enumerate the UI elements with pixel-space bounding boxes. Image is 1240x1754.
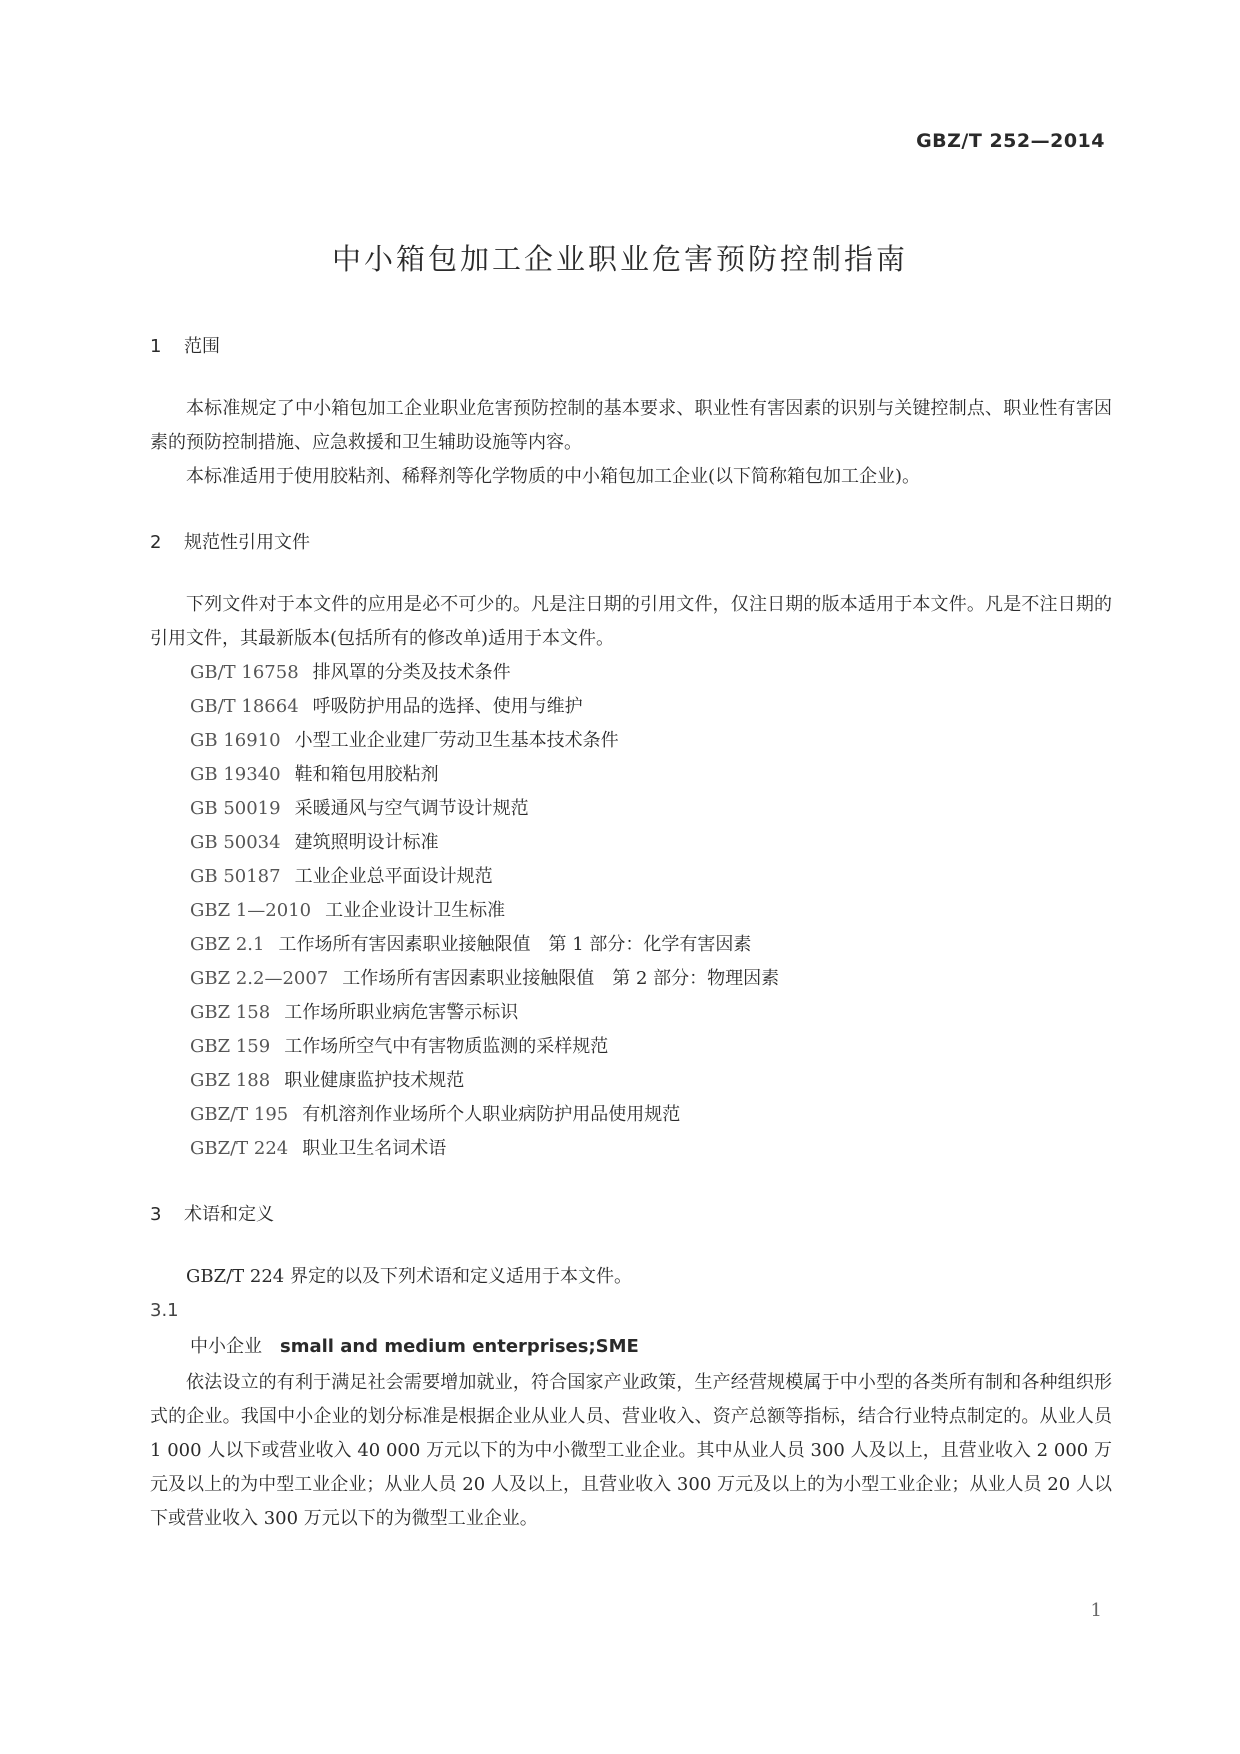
reference-item	[150, 962, 1112, 996]
document-title: 中小箱包加工企业职业危害预防控制指南	[331, 242, 908, 276]
reference-title: 有机溶剂作业场所个人职业病防护用品使用规范	[302, 1104, 681, 1125]
term-definition: 依法设立的有利于满足社会需要增加就业，符合国家产业政策，生产经营规模属于中小型的各类所有制和各种组织形式的企业。我国中小企业的划分标准是根据企业从业人员、营业收入、资产总额等指标，结合行业特点制定的。从业人员 1 000 人以下或营业收入 40 000 万元以下的为中小微型工业企业。其中从业人员 300 人及以上，且营业收入 2 000 万元及以上的为中型工业企业；从业人员 20 人及以上，且营业收入 300 万元及以上的为小型工业企业；从业人员 20 人以下或营业收入 300 万元以下的为微型工业企业。	[150, 1372, 1112, 1529]
reference-item	[150, 792, 1112, 826]
reference-code: GBZ 1—2010	[190, 900, 312, 921]
section-title: 术语和定义	[184, 1204, 274, 1225]
reference-item	[150, 996, 1112, 1030]
reference-title: 职业健康监护技术规范	[284, 1070, 465, 1091]
reference-code: GBZ/T 224	[190, 1138, 289, 1159]
reference-item	[150, 826, 1112, 860]
reference-code: GBZ 158	[190, 1002, 271, 1023]
reference-code: GB/T 16758	[190, 662, 299, 683]
standard-code: GBZ/T 252—2014	[916, 130, 1105, 152]
reference-list	[150, 656, 1112, 1166]
section-number: 1	[150, 336, 162, 357]
reference-title: 鞋和箱包用胶粘剂	[294, 764, 439, 785]
reference-code: GB 16910	[190, 730, 281, 751]
references-intro: 下列文件对于本文件的应用是必不可少的。凡是注日期的引用文件，仅注日期的版本适用于本文件。凡是不注日期的引用文件，其最新版本(包括所有的修改单)适用于本文件。	[150, 594, 1112, 649]
reference-item	[150, 860, 1112, 894]
terms-intro: GBZ/T 224 界定的以及下列术语和定义适用于本文件。	[186, 1266, 632, 1287]
reference-item	[150, 894, 1112, 928]
reference-item	[150, 758, 1112, 792]
reference-title: 小型工业企业建厂劳动卫生基本技术条件	[294, 730, 619, 751]
reference-item	[150, 1064, 1112, 1098]
reference-code: GBZ/T 195	[190, 1104, 289, 1125]
reference-code: GB 50034	[190, 832, 281, 853]
reference-code: GB 19340	[190, 764, 281, 785]
reference-code: GB 50187	[190, 866, 281, 887]
reference-title: 工业企业总平面设计规范	[294, 866, 493, 887]
reference-code: GBZ 159	[190, 1036, 271, 1057]
reference-item	[150, 724, 1112, 758]
reference-item	[150, 928, 1112, 962]
reference-item	[150, 1030, 1112, 1064]
term-chinese: 中小企业	[190, 1336, 262, 1357]
reference-code: GBZ 2.2—2007	[190, 968, 329, 989]
reference-code: GBZ 188	[190, 1070, 271, 1091]
reference-title: 工作场所空气中有害物质监测的采样规范	[284, 1036, 609, 1057]
section-title: 范围	[184, 336, 220, 357]
section-heading-terms-definitions	[150, 1198, 1112, 1232]
section-number: 3	[150, 1204, 162, 1225]
term-english: small and medium enterprises;SME	[280, 1336, 639, 1357]
reference-title: 建筑照明设计标准	[294, 832, 439, 853]
reference-title: 工作场所有害因素职业接触限值 第 2 部分：物理因素	[342, 968, 780, 989]
reference-title: 排风罩的分类及技术条件	[312, 662, 511, 683]
reference-item	[150, 690, 1112, 724]
section-heading-scope	[150, 330, 1112, 364]
document-body	[150, 330, 1112, 1536]
page-number: 1	[1090, 1600, 1102, 1621]
section-heading-normative-references	[150, 526, 1112, 560]
reference-title: 呼吸防护用品的选择、使用与维护	[312, 696, 583, 717]
reference-item	[150, 1132, 1112, 1166]
reference-item	[150, 1098, 1112, 1132]
clause-number: 3.1	[150, 1300, 179, 1321]
section-number: 2	[150, 532, 162, 553]
reference-code: GBZ 2.1	[190, 934, 265, 955]
scope-paragraph-2: 本标准适用于使用胶粘剂、稀释剂等化学物质的中小箱包加工企业(以下简称箱包加工企业)。	[186, 466, 921, 487]
reference-item	[150, 656, 1112, 690]
reference-title: 工作场所有害因素职业接触限值 第 1 部分：化学有害因素	[278, 934, 752, 955]
reference-title: 职业卫生名词术语	[302, 1138, 447, 1159]
reference-code: GB/T 18664	[190, 696, 299, 717]
reference-code: GB 50019	[190, 798, 281, 819]
reference-title: 采暖通风与空气调节设计规范	[294, 798, 529, 819]
reference-title: 工作场所职业病危害警示标识	[284, 1002, 519, 1023]
section-title: 规范性引用文件	[184, 532, 310, 553]
term-entry	[150, 1328, 1112, 1366]
reference-title: 工业企业设计卫生标准	[325, 900, 506, 921]
scope-paragraph-1: 本标准规定了中小箱包加工企业职业危害预防控制的基本要求、职业性有害因素的识别与关键控制点、职业性有害因素的预防控制措施、应急救援和卫生辅助设施等内容。	[150, 398, 1112, 453]
